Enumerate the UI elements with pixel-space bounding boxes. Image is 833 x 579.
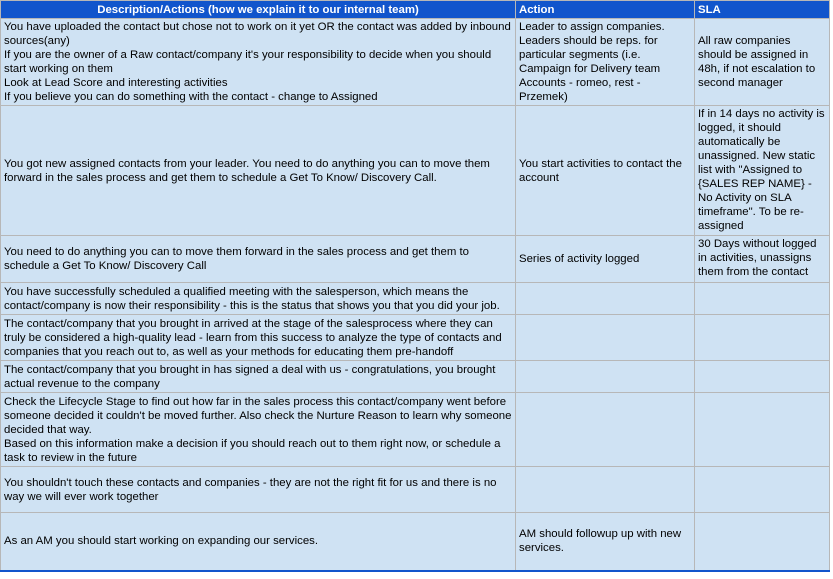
action-cell[interactable]: You start activities to contact the account — [516, 106, 695, 236]
description-cell[interactable]: As an AM you should start working on expanding our services. — [1, 513, 516, 571]
description-cell[interactable]: The contact/company that you brought in arrived at the stage of the salesprocess where they can truly be considered a high-quality lead - learn from this success to analyze the type of contacts and companies that you reach out to, as well as your methods for educating them pre-handoff — [1, 315, 516, 361]
table-row — [1, 393, 830, 467]
action-cell[interactable]: Leader to assign companies. Leaders should be reps. for particular segments (i.e. Campaign for Delivery team Accounts - romeo, rest - Przemek) — [516, 19, 695, 106]
description-cell[interactable]: You need to do anything you can to move them forward in the sales process and get them to schedule a Get To Know/ Discovery Call — [1, 236, 516, 283]
header-row — [1, 1, 830, 19]
sla-cell[interactable] — [695, 513, 830, 571]
description-cell[interactable]: You have uploaded the contact but chose not to work on it yet OR the contact was added by inbound sources(any) If you are the owner of a Raw contact/company it's your responsibility to decide when you should start working on them Look at Lead Score and interesting activities If you believe you can do something with the contact - change to Assigned — [1, 19, 516, 106]
table-row — [1, 467, 830, 513]
sla-cell[interactable] — [695, 467, 830, 513]
action-cell[interactable] — [516, 393, 695, 467]
sla-cell[interactable] — [695, 315, 830, 361]
sla-cell[interactable]: 30 Days without logged in activities, unassigns them from the contact — [695, 236, 830, 283]
header-sla[interactable]: SLA — [695, 1, 830, 19]
sla-cell[interactable] — [695, 361, 830, 393]
table-row — [1, 236, 830, 283]
table-row — [1, 513, 830, 571]
table-row — [1, 19, 830, 106]
sla-cell[interactable] — [695, 393, 830, 467]
action-cell[interactable]: Series of activity logged — [516, 236, 695, 283]
sla-cell[interactable] — [695, 283, 830, 315]
sla-cell[interactable]: All raw companies should be assigned in 48h, if not escalation to second manager — [695, 19, 830, 106]
description-cell[interactable]: You shouldn't touch these contacts and companies - they are not the right fit for us and there is no way we will ever work together — [1, 467, 516, 513]
description-cell[interactable]: The contact/company that you brought in has signed a deal with us - congratulations, you brought actual revenue to the company — [1, 361, 516, 393]
action-cell[interactable] — [516, 467, 695, 513]
action-cell[interactable] — [516, 361, 695, 393]
header-description[interactable]: Description/Actions (how we explain it to our internal team) — [1, 1, 516, 19]
table-row — [1, 283, 830, 315]
description-cell[interactable]: You got new assigned contacts from your leader. You need to do anything you can to move them forward in the sales process and get them to schedule a Get To Know/ Discovery Call. — [1, 106, 516, 236]
action-cell[interactable] — [516, 283, 695, 315]
header-action[interactable]: Action — [516, 1, 695, 19]
description-cell[interactable]: You have successfully scheduled a qualified meeting with the salesperson, which means the contact/company is now their responsibility - this is the status that shows you that you did your job. — [1, 283, 516, 315]
table-row — [1, 361, 830, 393]
table-row — [1, 106, 830, 236]
description-cell[interactable]: Check the Lifecycle Stage to find out how far in the sales process this contact/company went before someone decided it couldn't be moved further. Also check the Nurture Reason to learn why someone decided that way. Based on this information make a decision if you should reach out to them right now, or schedule a task to review in the future — [1, 393, 516, 467]
action-cell[interactable] — [516, 315, 695, 361]
sla-cell[interactable]: If in 14 days no activity is logged, it should automatically be unassigned. New static list with "Assigned to {SALES REP NAME} - No Activity on SLA timeframe". To be re-assigned — [695, 106, 830, 236]
table-row — [1, 315, 830, 361]
action-cell[interactable]: AM should followup up with new services. — [516, 513, 695, 571]
